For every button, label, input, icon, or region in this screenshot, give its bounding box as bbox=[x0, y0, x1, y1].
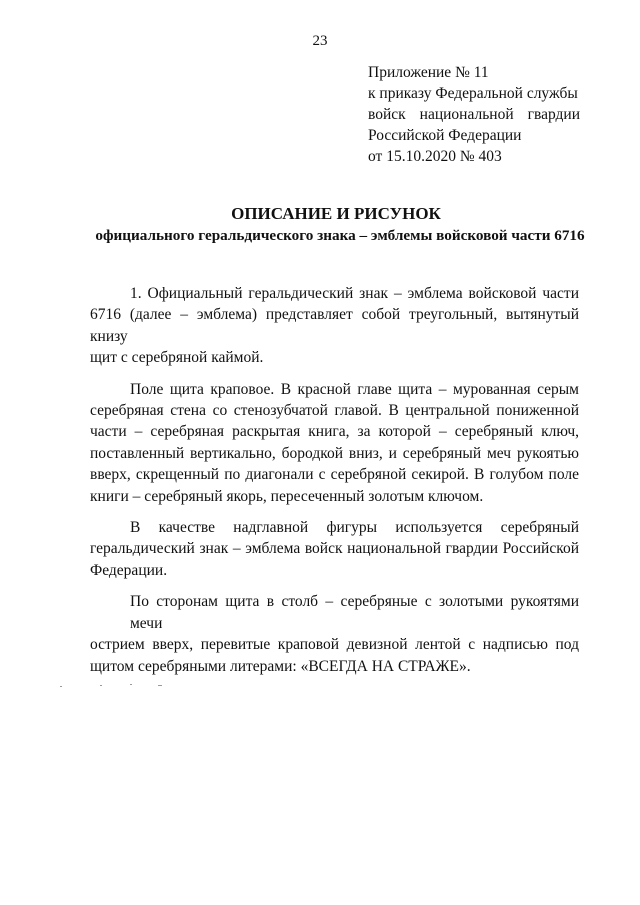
body-line: поставленный вертикально, бородкой вниз, и серебряный меч рукоятью bbox=[90, 444, 579, 462]
document-body bbox=[90, 283, 579, 677]
body-line: щит с серебряной каймой. bbox=[90, 349, 264, 367]
body-line: части – серебряная раскрытая книга, за которой – серебряный ключ, bbox=[90, 423, 579, 441]
appendix-line: войск национальной гвардии bbox=[368, 106, 580, 123]
appendix-line: от 15.10.2020 № 403 bbox=[368, 148, 502, 165]
body-line: геральдический знак – эмблема войск национальной гвардии Российской bbox=[90, 540, 579, 558]
appendix-line: Российской Федерации bbox=[368, 127, 522, 144]
document-title: ОПИСАНИЕ И РИСУНОК bbox=[231, 204, 441, 223]
body-line: книги – серебряный якорь, пересеченный золотым ключом. bbox=[90, 487, 484, 505]
appendix-line: Приложение № 11 bbox=[368, 64, 489, 81]
scan-dot bbox=[60, 686, 62, 687]
body-line: В качестве надглавной фигуры используется серебряный bbox=[130, 519, 579, 537]
page-number: 23 bbox=[312, 33, 328, 49]
appendix-line: к приказу Федеральной службы bbox=[368, 85, 578, 102]
body-line: 1. Официальный геральдический знак – эмблема войсковой части bbox=[130, 285, 579, 302]
body-line: вверх, скрещенный по диагонали с серебряной секирой. В голубом поле bbox=[90, 466, 579, 484]
appendix-header bbox=[368, 62, 580, 167]
scan-dot bbox=[100, 685, 102, 686]
scan-dot bbox=[158, 685, 162, 686]
body-line: 6716 (далее – эмблема) представляет собой треугольный, вытянутый книзу bbox=[90, 306, 579, 345]
body-line: Федерации. bbox=[90, 561, 168, 579]
body-line: щитом серебряными литерами: «ВСЕГДА НА СТРАЖЕ». bbox=[90, 657, 471, 675]
body-line: серебряная стена со стенозубчатой главой. В центральной пониженной bbox=[90, 402, 579, 420]
body-line: По сторонам щита в столб – серебряные с золотыми рукоятями мечи bbox=[130, 593, 579, 632]
scan-artifact-dots bbox=[60, 682, 180, 690]
body-line: острием вверх, перевитые краповой девизной лентой с надписью под bbox=[90, 636, 579, 654]
document-subtitle: официального геральдического знака – эмблемы войсковой части 6716 bbox=[95, 227, 585, 244]
body-line: Поле щита краповое. В красной главе щита – мурованная серым bbox=[130, 380, 579, 398]
scan-dot bbox=[130, 684, 132, 685]
